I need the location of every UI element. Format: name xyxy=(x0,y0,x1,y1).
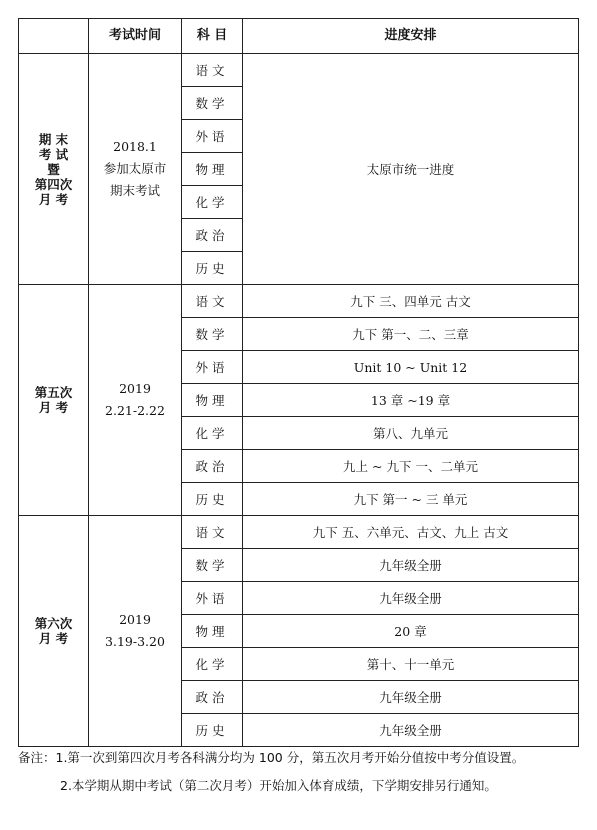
progress-cell: 20 章 xyxy=(243,615,579,648)
progress-cell: 九年级全册 xyxy=(243,549,579,582)
subject-cell: 外语 xyxy=(182,120,243,153)
subject-cell: 政治 xyxy=(182,681,243,714)
progress-cell: 第八、九单元 xyxy=(243,417,579,450)
progress-cell: 九年级全册 xyxy=(243,582,579,615)
note-line-2: 2.本学期从期中考试（第二次月考）开始加入体育成绩，下学期安排另行通知。 xyxy=(60,778,497,793)
progress-cell: 九下 第一 ~ 三 单元 xyxy=(243,483,579,516)
progress-cell: 九上 ~ 九下 一、二单元 xyxy=(243,450,579,483)
progress-cell: 13 章 ~19 章 xyxy=(243,384,579,417)
exam-name-line: 暨 xyxy=(47,161,60,177)
subject-cell: 历史 xyxy=(182,252,243,285)
exam-name-line: 第五次 xyxy=(34,385,73,400)
progress-cell: 太原市统一进度 xyxy=(243,54,579,285)
subject-cell: 化学 xyxy=(182,648,243,681)
exam-schedule-table xyxy=(18,18,579,747)
subject-cell: 历史 xyxy=(182,714,243,747)
exam-name-line: 考 试 xyxy=(38,146,69,162)
exam-name-cell xyxy=(19,516,89,747)
progress-cell: Unit 10 ~ Unit 12 xyxy=(243,351,579,384)
exam-name-line: 第四次 xyxy=(34,176,73,192)
exam-time-line: 2.21-2.22 xyxy=(105,403,165,418)
exam-name-line: 月 考 xyxy=(38,400,69,415)
exam-schedule-sheet xyxy=(18,18,578,747)
notes-section xyxy=(18,744,580,800)
exam-name-line: 第六次 xyxy=(34,616,73,631)
exam-name-line: 月 考 xyxy=(38,191,69,207)
subject-cell: 语文 xyxy=(182,285,243,318)
progress-cell: 九下 五、六单元、古文、九上 古文 xyxy=(243,516,579,549)
exam-time-cell xyxy=(89,516,182,747)
subject-cell: 数学 xyxy=(182,549,243,582)
progress-cell: 九年级全册 xyxy=(243,714,579,747)
table-header-row xyxy=(19,19,579,54)
exam-time-line: 期末考试 xyxy=(109,182,160,198)
progress-cell: 九下 第一、二、三章 xyxy=(243,318,579,351)
subject-cell: 数学 xyxy=(182,87,243,120)
note-line-1: 备注：1.第一次到第四次月考各科满分均为 100 分，第五次月考开始分值按中考分值设置。 xyxy=(18,750,525,765)
exam-name-cell xyxy=(19,285,89,516)
subject-cell: 数学 xyxy=(182,318,243,351)
subject-cell: 物理 xyxy=(182,153,243,186)
subject-cell: 外语 xyxy=(182,582,243,615)
subject-cell: 历史 xyxy=(182,483,243,516)
subject-cell: 语文 xyxy=(182,516,243,549)
exam-time-line: 3.19-3.20 xyxy=(105,634,165,649)
exam-time-line: 2019 xyxy=(119,381,151,397)
table-row xyxy=(19,285,579,318)
subject-cell: 物理 xyxy=(182,384,243,417)
subject-cell: 语文 xyxy=(182,54,243,87)
subject-cell: 政治 xyxy=(182,450,243,483)
exam-time-line: 2018.1 xyxy=(113,139,157,155)
table-row xyxy=(19,54,579,87)
header-exam-name xyxy=(19,19,89,54)
progress-cell: 九年级全册 xyxy=(243,681,579,714)
progress-cell: 九下 三、四单元 古文 xyxy=(243,285,579,318)
table-row xyxy=(19,516,579,549)
exam-time-cell xyxy=(89,54,182,285)
subject-cell: 政治 xyxy=(182,219,243,252)
exam-name-cell xyxy=(19,54,89,285)
subject-cell: 外语 xyxy=(182,351,243,384)
header-subject: 科 目 xyxy=(182,19,243,54)
exam-name-line: 月 考 xyxy=(38,631,69,646)
exam-name-line: 期 末 xyxy=(38,131,69,147)
progress-cell: 第十、十一单元 xyxy=(243,648,579,681)
header-progress: 进度安排 xyxy=(243,19,579,54)
exam-time-cell xyxy=(89,285,182,516)
exam-time-line: 参加太原市 xyxy=(103,161,167,177)
exam-time-line: 2019 xyxy=(119,612,151,628)
subject-cell: 化学 xyxy=(182,186,243,219)
subject-cell: 物理 xyxy=(182,615,243,648)
subject-cell: 化学 xyxy=(182,417,243,450)
header-exam-time: 考试时间 xyxy=(89,19,182,54)
